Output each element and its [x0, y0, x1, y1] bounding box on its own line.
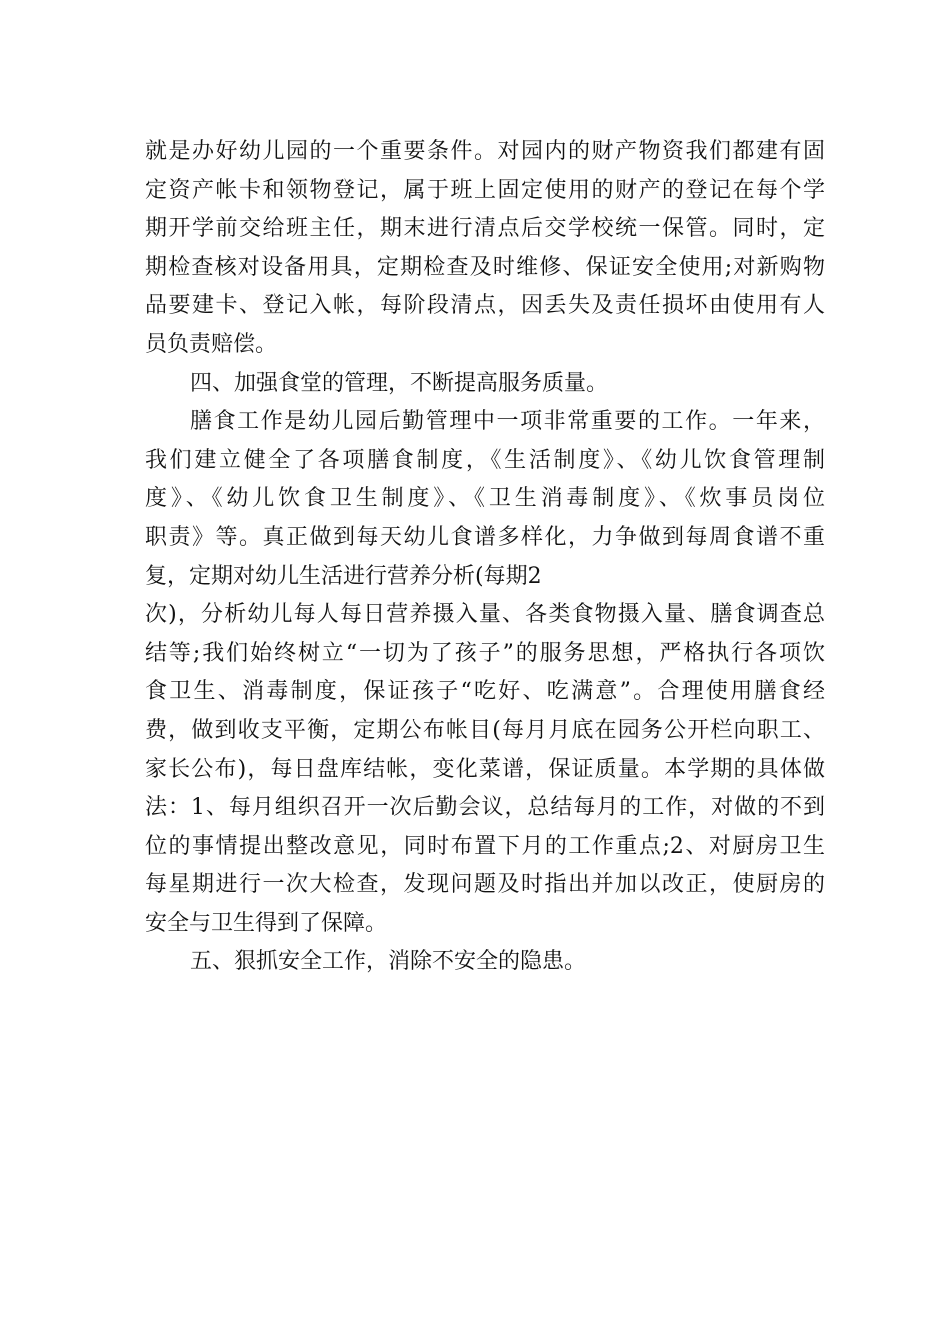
paragraph-line: 职责》等。真正做到每天幼儿食谱多样化，力争做到每周食谱不重	[145, 524, 825, 550]
paragraph-line: 位的事情提出整改意见，同时布置下月的工作重点;2、对厨房卫生	[145, 833, 825, 859]
section-heading: 五、狠抓安全工作，消除不安全的隐患。	[190, 949, 587, 975]
paragraph-line: 度》、《幼儿饮食卫生制度》、《卫生消毒制度》、《炊事员岗位	[145, 486, 825, 512]
paragraph-line: 法：1、每月组织召开一次后勤会议，总结每月的工作，对做的不到	[145, 795, 825, 821]
paragraph-line: 费，做到收支平衡，定期公布帐目(每月月底在园务公开栏向职工、	[145, 717, 825, 743]
paragraph-line: 膳食工作是幼儿园后勤管理中一项非常重要的工作。一年来，	[190, 409, 825, 435]
paragraph-line: 员负责赔偿。	[145, 331, 278, 357]
paragraph-line: 食卫生、消毒制度，保证孩子“吃好、吃满意”。合理使用膳食经	[145, 679, 825, 705]
paragraph-line: 复，定期对幼儿生活进行营养分析(每期2	[145, 563, 542, 589]
paragraph-line: 次)，分析幼儿每人每日营养摄入量、各类食物摄入量、膳食调查总	[145, 602, 825, 628]
paragraph-line: 每星期进行一次大检查，发现问题及时指出并加以改正，使厨房的	[145, 872, 825, 898]
section-heading: 四、加强食堂的管理，不断提高服务质量。	[190, 370, 609, 396]
document-body	[145, 133, 825, 982]
paragraph-line: 结等;我们始终树立“一切为了孩子”的服务思想，严格执行各项饮	[145, 640, 825, 666]
paragraph-line: 家长公布)，每日盘库结帐，变化菜谱，保证质量。本学期的具体做	[145, 756, 825, 782]
paragraph-line: 定资产帐卡和领物登记，属于班上固定使用的财产的登记在每个学	[145, 177, 825, 203]
paragraph-line: 期检查核对设备用具，定期检查及时维修、保证安全使用;对新购物	[145, 254, 825, 280]
paragraph-line: 我们建立健全了各项膳食制度，《生活制度》、《幼儿饮食管理制	[145, 447, 825, 473]
paragraph-line: 就是办好幼儿园的一个重要条件。对园内的财产物资我们都建有固	[145, 139, 825, 164]
paragraph-line: 安全与卫生得到了保障。	[145, 910, 388, 936]
paragraph-line: 品要建卡、登记入帐，每阶段清点，因丢失及责任损坏由使用有人	[145, 293, 825, 319]
paragraph-line: 期开学前交给班主任，期末进行清点后交学校统一保管。同时，定	[145, 216, 825, 242]
